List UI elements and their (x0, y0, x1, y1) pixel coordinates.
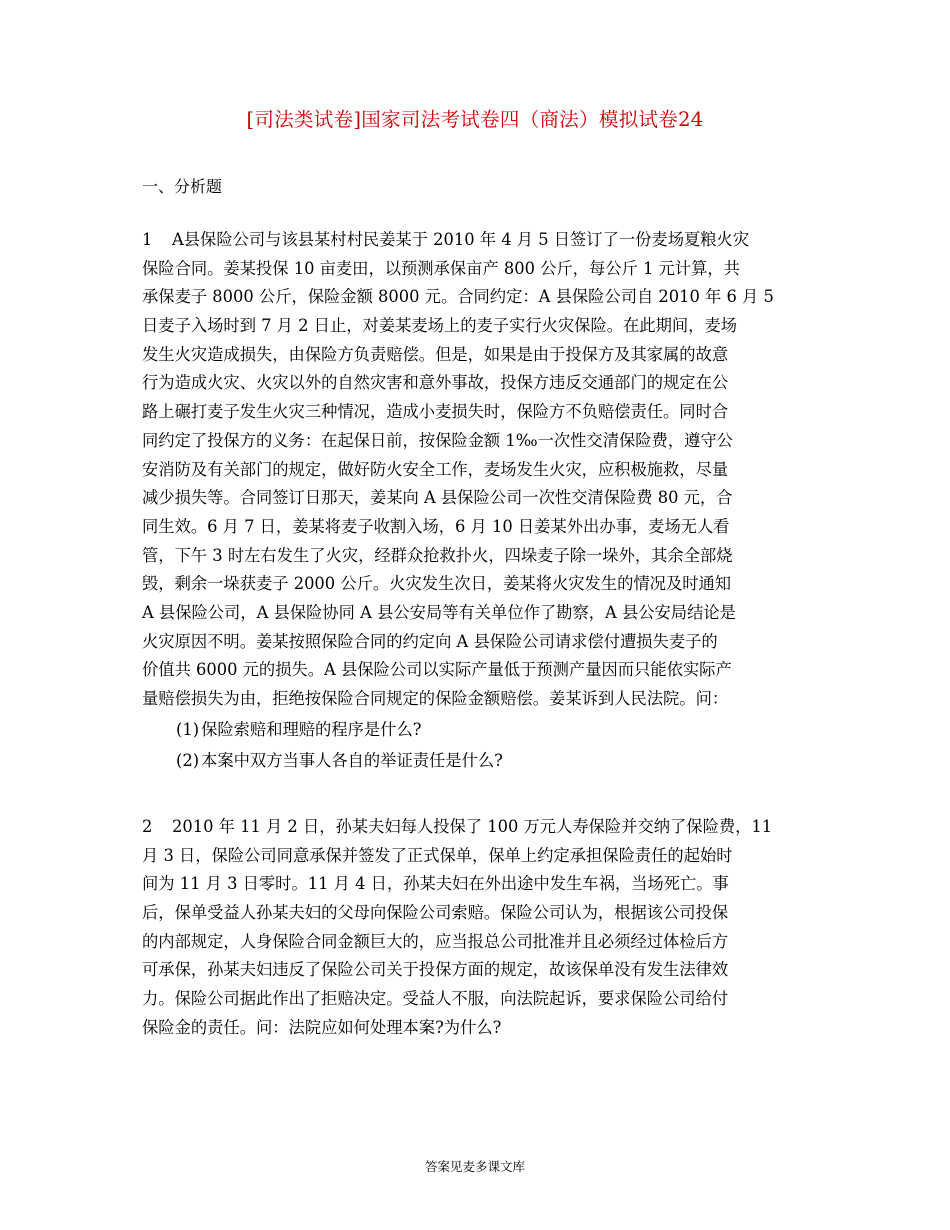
question-2 (142, 813, 818, 1043)
question-line: A 县保险公司，A 县保险协同 A 县公安局等有关单位作了勘察，A 县公安局结论是 (142, 602, 736, 622)
question-text: A县保险公司与该县某村村民姜某于 2010 年 4 月 5 日签订了一份麦场夏粮火灾 (172, 230, 750, 249)
question-line: 力。保险公司据此作出了拒赔决定。受益人不服，向法院起诉，要求保险公司给付 (142, 989, 729, 1009)
question-1 (142, 226, 818, 776)
question-line: 后，保单受益人孙某夫妇的父母向保险公司索赔。保险公司认为，根据该公司投保 (142, 903, 729, 923)
sub-question-label: (2) (176, 750, 200, 770)
question-number: 1 (142, 230, 153, 249)
question-line: 量赔偿损失为由，拒绝按保险合同规定的保险金额赔偿。姜某诉到人民法院。问： (142, 689, 729, 708)
question-line: 发生火灾造成损失，由保险方负责赔偿。但是，如果是由于投保方及其家属的故意 (142, 344, 729, 364)
question-text: 2010 年 11 月 2 日，孙某夫妇每人投保了 100 万元人寿保险并交纳了保险费，11 (172, 817, 773, 836)
question-number: 2 (142, 817, 153, 836)
question-line: 同约定了投保方的义务：在起保日前，按保险金额 1‰一次性交清保险费，遵守公 (142, 430, 733, 450)
question-line: 可承保，孙某夫妇违反了保险公司关于投保方面的规定，故该保单没有发生法律效 (142, 960, 729, 980)
question-line (142, 813, 818, 842)
question-line: 路上碾打麦子发生火灾三种情况，造成小麦损失时，保险方不负赔偿责任。同时合 (142, 402, 729, 422)
question-line: 减少损失等。合同签订日那天，姜某向 A 县保险公司一次性交清保险费 80 元，合 (142, 488, 733, 508)
question-line (142, 226, 818, 255)
question-line: 保险合同。姜某投保 10 亩麦田，以预测承保亩产 800 公斤，每公斤 1 元计算，共 (142, 258, 740, 278)
question-line: 日麦子入场时到 7 月 2 日止，对姜某麦场上的麦子实行火灾保险。在此期间，麦场 (142, 316, 737, 336)
sub-question-label: (1) (176, 719, 200, 739)
section-heading: 一、分析题 (142, 177, 223, 196)
question-line: 毁，剩余一垛获麦子 2000 公斤。火灾发生次日，姜某将火灾发生的情况及时通知 (142, 574, 732, 594)
question-line: 间为 11 月 3 日零时。11 月 4 日，孙某夫妇在外出途中发生车祸，当场死亡。事 (142, 874, 729, 894)
question-line: 行为造成火灾、火灾以外的自然灾害和意外事故，投保方违反交通部门的规定在公 (142, 373, 729, 393)
sub-question-1 (142, 714, 818, 745)
question-line: 火灾原因不明。姜某按照保险合同的约定向 A 县保险公司请求偿付遭损失麦子的 (142, 631, 718, 651)
question-line: 月 3 日，保险公司同意承保并签发了正式保单，保单上约定承担保险责任的起始时 (142, 845, 733, 865)
question-line: 价值共 6000 元的损失。A 县保险公司以实际产量低于预测产量因而只能依实际产 (142, 660, 732, 680)
question-line: 保险金的责任。问：法院应如何处理本案?为什么? (142, 1017, 502, 1037)
page-footer: 答案见麦多课文库 (424, 1159, 525, 1174)
sub-question-text: 本案中双方当事人各自的举证责任是什么? (201, 750, 503, 770)
question-line: 管，下午 3 时左右发生了火灾，经群众抢救扑火，四垛麦子除一垛外，其余全部烧 (142, 545, 733, 565)
question-line: 同生效。6 月 7 日，姜某将麦子收割入场，6 月 10 日姜某外出办事，麦场无人看 (142, 516, 730, 536)
question-line: 安消防及有关部门的规定，做好防火安全工作，麦场发生火灾，应积极施救，尽量 (142, 459, 729, 479)
question-line: 的内部规定，人身保险合同金额巨大的，应当报总公司批准并且必须经过体检后方 (142, 931, 729, 951)
sub-question-2 (142, 745, 818, 776)
document-title: [司法类试卷]国家司法考试卷四（商法）模拟试卷24 (246, 108, 704, 131)
question-line: 承保麦子 8000 公斤，保险金额 8000 元。合同约定：A 县保险公司自 2010 年 6 月 5 (142, 287, 774, 307)
sub-question-text: 保险索赔和理赔的程序是什么? (201, 719, 422, 739)
